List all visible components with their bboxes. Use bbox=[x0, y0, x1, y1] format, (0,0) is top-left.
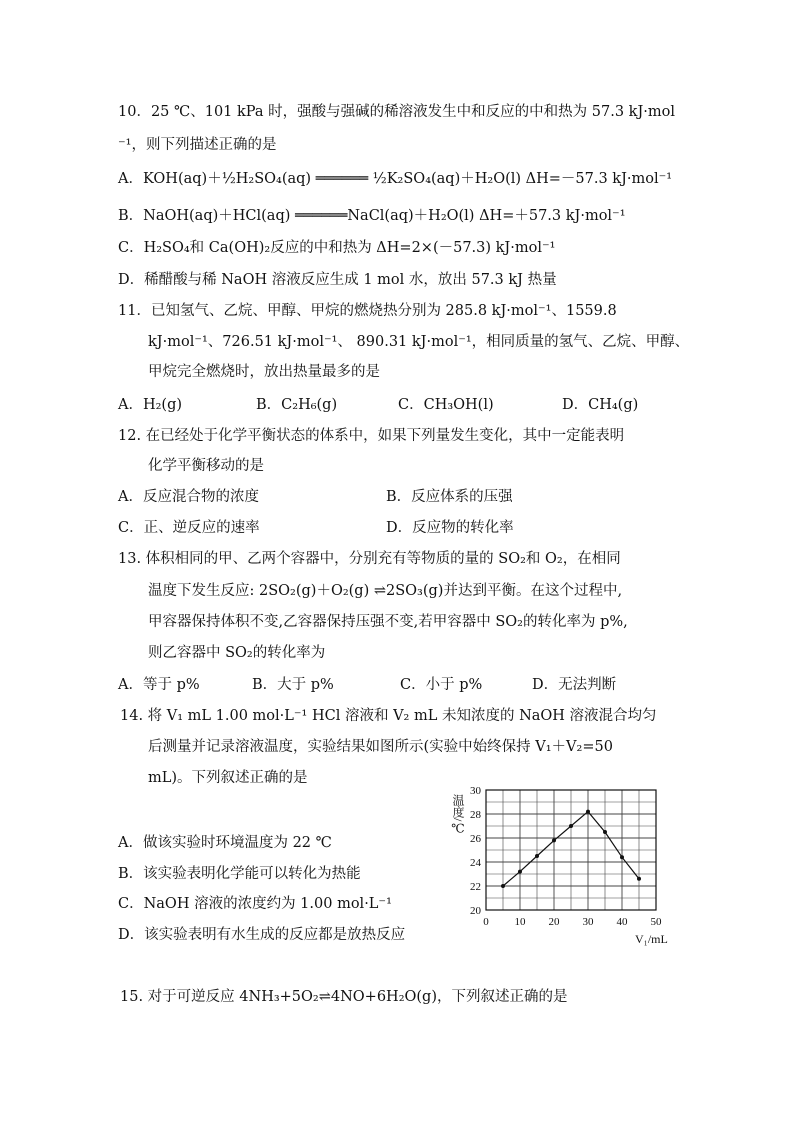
q12-option-d: D．反应物的转化率 bbox=[386, 520, 514, 536]
q13-option-b: B．大于 p% bbox=[252, 677, 334, 693]
q11-option-c: C．CH₃OH(l) bbox=[398, 397, 494, 413]
q14-stem-line3: mL)。下列叙述正确的是 bbox=[148, 770, 308, 786]
x-axis-label: V₁/mL bbox=[635, 932, 668, 946]
q14-stem-line2: 后测量并记录溶液温度，实验结果如图所示(实验中始终保持 V₁＋V₂=50 bbox=[148, 739, 613, 755]
q10-option-b: B．NaOH(aq)＋HCl(aq) ══════NaCl(aq)＋H₂O(l) ΔH=＋57.3 kJ·mol⁻¹ bbox=[118, 208, 626, 224]
chart-grid bbox=[486, 790, 656, 910]
data-point bbox=[586, 810, 590, 814]
data-point bbox=[637, 877, 641, 881]
q14-option-c: C．NaOH 溶液的浓度约为 1.00 mol·L⁻¹ bbox=[118, 896, 392, 912]
x-tick-label: 10 bbox=[514, 916, 526, 928]
q13-option-d: D．无法判断 bbox=[532, 677, 617, 693]
q14-option-a: A．做该实验时环境温度为 22 ℃ bbox=[118, 835, 332, 851]
q11-stem-line3: 甲烷完全燃烧时，放出热量最多的是 bbox=[148, 364, 380, 380]
y-tick-label: 26 bbox=[470, 833, 481, 845]
q15-stem-line1: 15. 对于可逆反应 4NH₃+5O₂⇌4NO+6H₂O(g)，下列叙述正确的是 bbox=[120, 989, 568, 1005]
q13-stem-line4: 则乙容器中 SO₂的转化率为 bbox=[148, 645, 326, 661]
data-point bbox=[501, 884, 505, 888]
data-point bbox=[552, 838, 556, 842]
chart-ticks bbox=[470, 785, 662, 928]
y-tick-label: 28 bbox=[470, 809, 481, 821]
x-tick-label: 50 bbox=[650, 916, 662, 928]
q12-option-a: A．反应混合物的浓度 bbox=[118, 489, 259, 505]
q14-stem-line1: 14. 将 V₁ mL 1.00 mol·L⁻¹ HCl 溶液和 V₂ mL 未知浓度的 NaOH 溶液混合均匀 bbox=[120, 708, 657, 724]
q10-option-c: C．H₂SO₄和 Ca(OH)₂反应的中和热为 ΔH=2×(－57.3) kJ·mol⁻¹ bbox=[118, 240, 556, 256]
q10-option-d: D．稀醋酸与稀 NaOH 溶液反应生成 1 mol 水，放出 57.3 kJ 热量 bbox=[118, 272, 557, 288]
y-tick-label: 24 bbox=[470, 857, 481, 869]
y-tick-label: 30 bbox=[470, 785, 481, 797]
x-tick-label: 0 bbox=[483, 916, 489, 928]
data-point bbox=[518, 870, 522, 874]
x-tick-label: 40 bbox=[616, 916, 628, 928]
data-point bbox=[535, 854, 539, 858]
q10-stem-line2: ⁻¹，则下列描述正确的是 bbox=[118, 137, 277, 153]
q11-stem-line2: kJ·mol⁻¹、726.51 kJ·mol⁻¹、 890.31 kJ·mol⁻¹，相同质量的氢气、乙烷、甲醇、 bbox=[148, 334, 690, 350]
q14-option-b: B．该实验表明化学能可以转化为热能 bbox=[118, 866, 361, 882]
q14-option-d: D．该实验表明有水生成的反应都是放热反应 bbox=[118, 927, 406, 943]
q13-stem-line2: 温度下发生反应: 2SO₂(g)＋O₂(g) ⇌2SO₃(g)并达到平衡。在这个过程中, bbox=[148, 583, 623, 599]
q12-stem-line1: 12. 在已经处于化学平衡状态的体系中，如果下列量发生变化，其中一定能表明 bbox=[118, 428, 625, 444]
q11-option-d: D．CH₄(g) bbox=[562, 397, 639, 413]
q13-option-a: A．等于 p% bbox=[118, 677, 200, 693]
x-tick-label: 20 bbox=[548, 916, 560, 928]
y-tick-label: 20 bbox=[470, 905, 481, 917]
q13-option-c: C．小于 p% bbox=[400, 677, 483, 693]
q12-stem-line2: 化学平衡移动的是 bbox=[148, 458, 264, 474]
q10-option-a: A．KOH(aq)＋½H₂SO₄(aq) ══════ ½K₂SO₄(aq)＋H₂O(l) ΔH=－57.3 kJ·mol⁻¹ bbox=[118, 171, 673, 187]
q12-option-c: C．正、逆反应的速率 bbox=[118, 520, 260, 536]
q11-option-a: A．H₂(g) bbox=[118, 397, 183, 413]
y-tick-label: 22 bbox=[470, 881, 481, 893]
q11-option-b: B．C₂H₆(g) bbox=[256, 397, 338, 413]
data-point bbox=[569, 824, 573, 828]
q13-stem-line1: 13. 体积相同的甲、乙两个容器中，分别充有等物质的量的 SO₂和 O₂，在相同 bbox=[118, 551, 621, 567]
temperature-volume-chart bbox=[444, 780, 684, 950]
q13-stem-line3: 甲容器保持体积不变,乙容器保持压强不变,若甲容器中 SO₂的转化率为 p%, bbox=[148, 614, 628, 630]
q12-option-b: B．反应体系的压强 bbox=[386, 489, 513, 505]
data-point bbox=[603, 830, 607, 834]
q10-stem-line1: 10．25 ℃、101 kPa 时，强酸与强碱的稀溶液发生中和反应的中和热为 57.3 kJ·mol bbox=[118, 104, 675, 120]
y-axis-label: 温度/℃ bbox=[451, 794, 465, 836]
q11-stem-line1: 11．已知氢气、乙烷、甲醇、甲烷的燃烧热分别为 285.8 kJ·mol⁻¹、1559.8 bbox=[118, 303, 617, 319]
x-tick-label: 30 bbox=[582, 916, 594, 928]
data-point bbox=[620, 855, 624, 859]
